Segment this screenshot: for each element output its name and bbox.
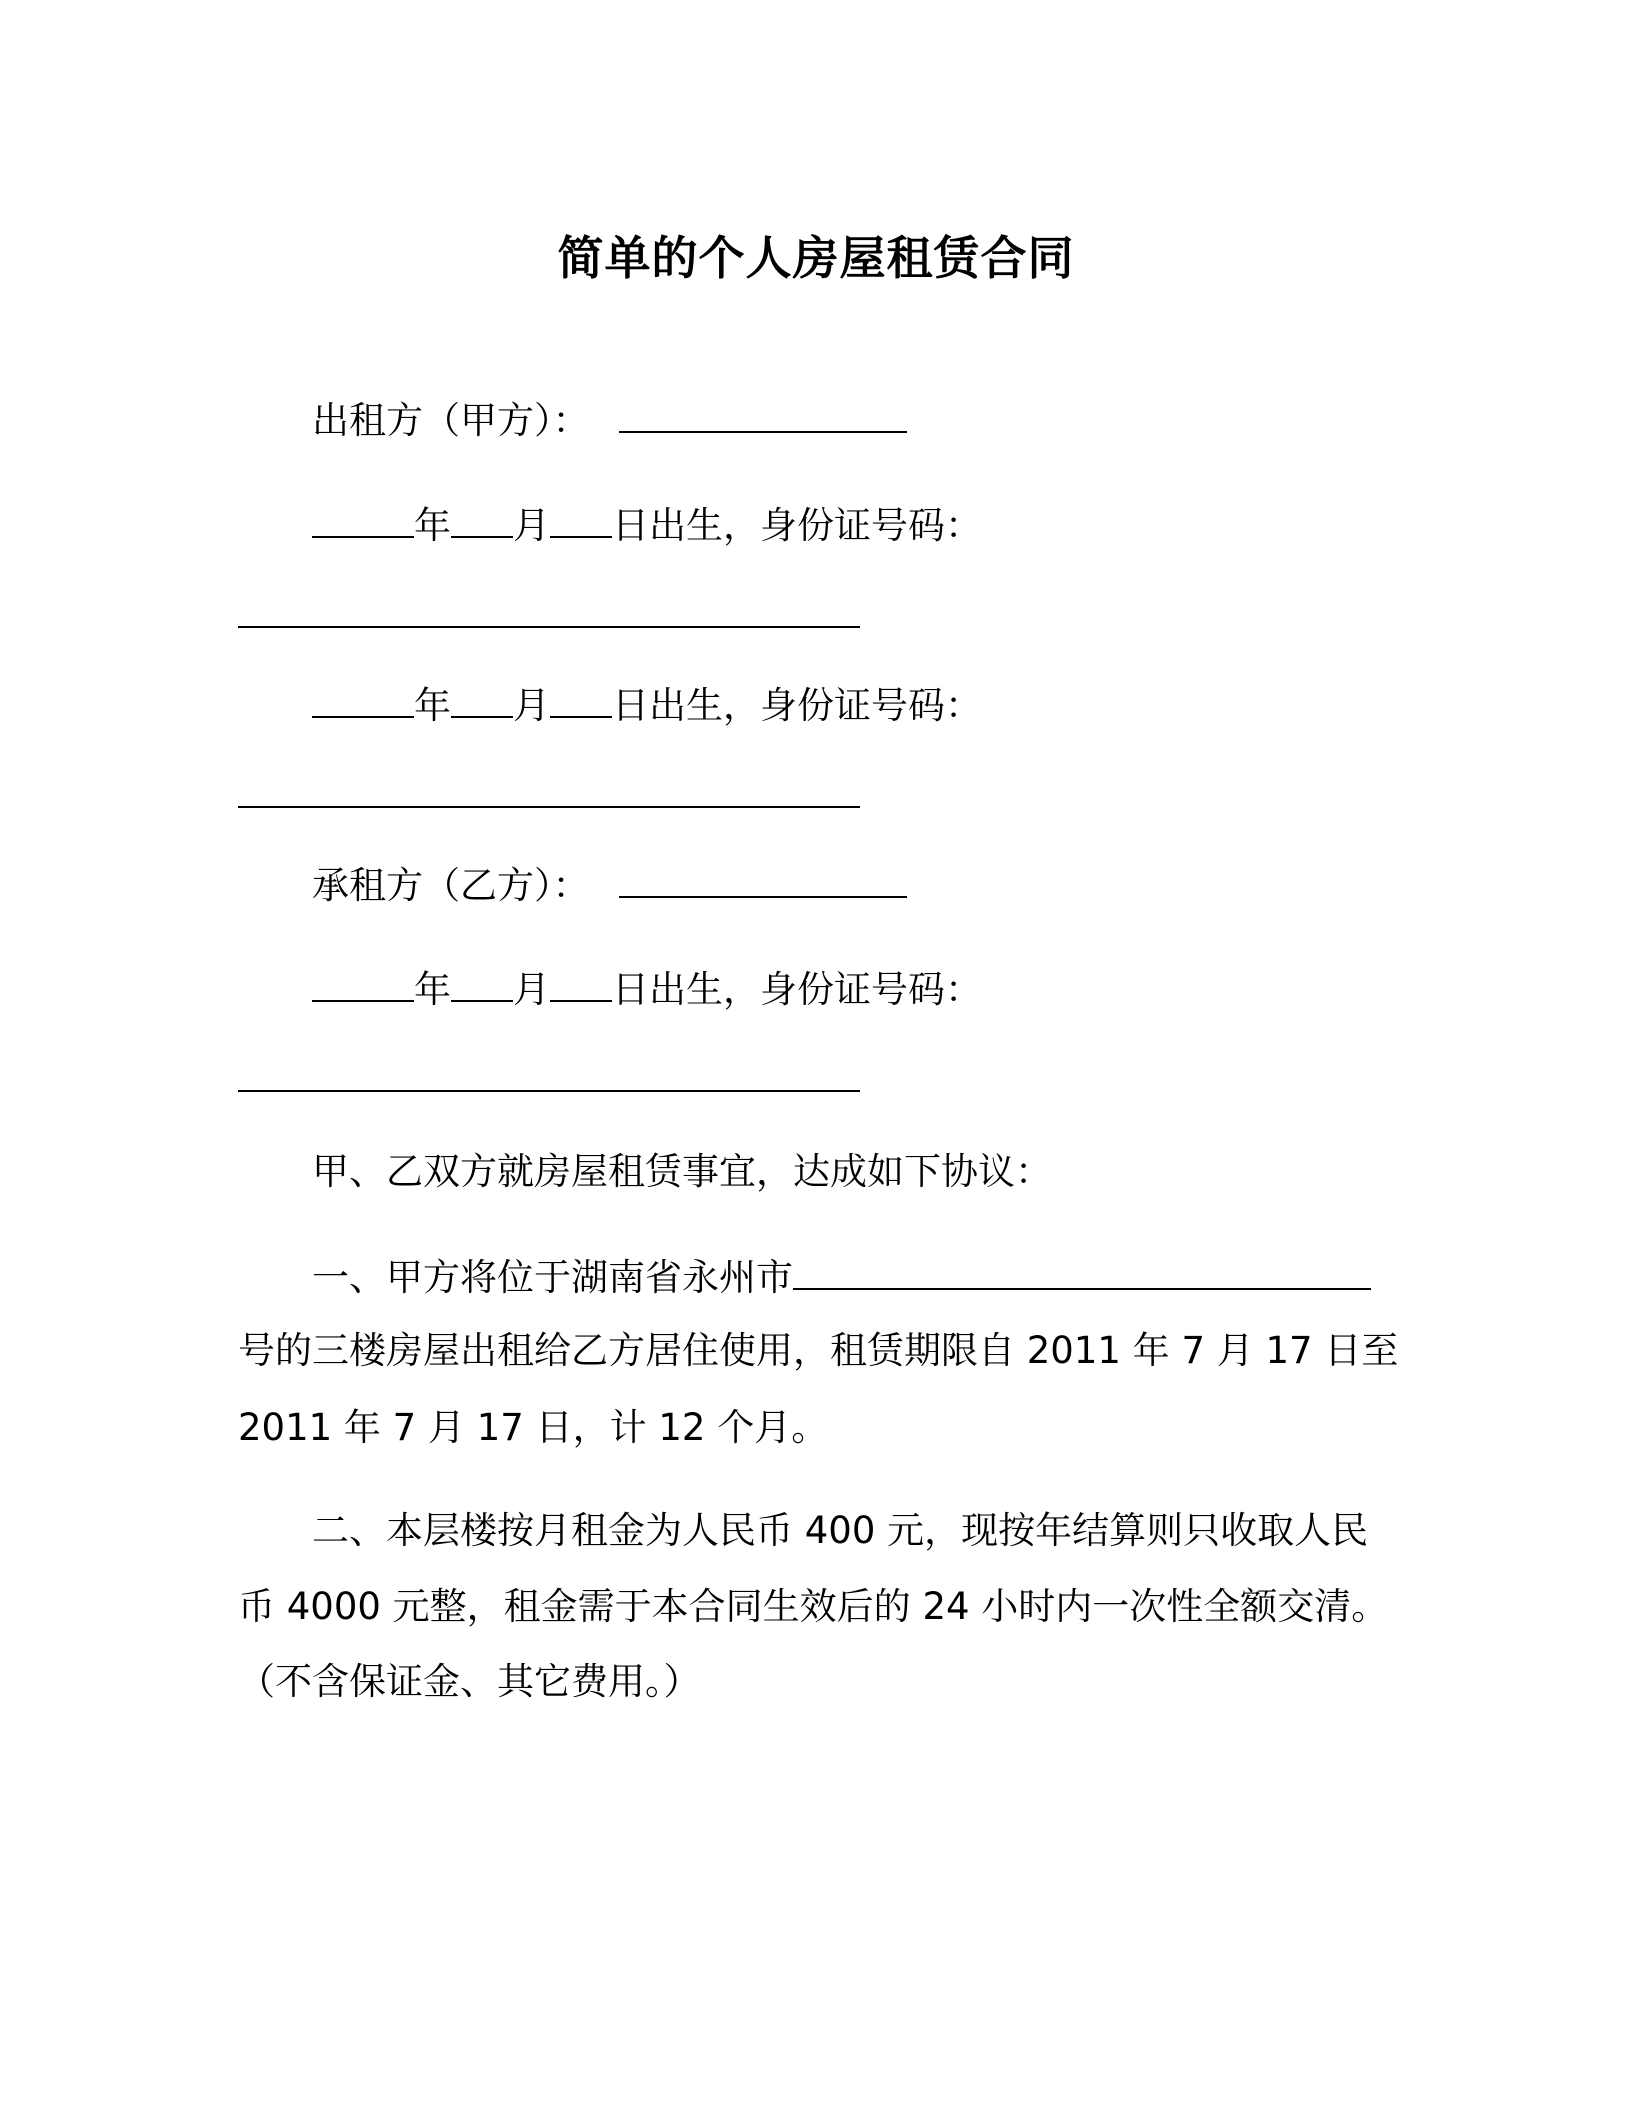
month-label: 月 xyxy=(513,684,550,727)
clause-2-line-1: 二、本层楼按月租金为人民币 400 元，现按年结算则只收取人民 xyxy=(312,1509,1369,1552)
lessee-label: 承租方（乙方）： xyxy=(312,864,590,907)
birth-id-line-3 xyxy=(312,966,982,1014)
id-number-field-2[interactable] xyxy=(238,806,860,808)
year-label: 年 xyxy=(414,684,451,727)
birth-year-field[interactable] xyxy=(312,686,414,718)
lessor-line xyxy=(312,397,907,445)
month-label: 月 xyxy=(513,504,550,547)
birth-id-label: 日出生，身份证号码： xyxy=(612,968,982,1011)
clause-2-line-3: （不含保证金、其它费用。） xyxy=(238,1660,701,1703)
id-number-field-3[interactable] xyxy=(238,1090,860,1092)
birth-year-field[interactable] xyxy=(312,970,414,1002)
lessor-label: 出租方（甲方）： xyxy=(312,399,590,442)
birth-month-field[interactable] xyxy=(451,686,513,718)
year-label: 年 xyxy=(414,968,451,1011)
clause-1-line-3: 2011 年 7 月 17 日，计 12 个月。 xyxy=(238,1406,829,1449)
agreement-intro: 甲、乙双方就房屋租赁事宜，达成如下协议： xyxy=(312,1150,1052,1193)
birth-id-label: 日出生，身份证号码： xyxy=(612,684,982,727)
clause-1-text: 一、甲方将位于湖南省永州市 xyxy=(312,1256,793,1299)
birth-month-field[interactable] xyxy=(451,506,513,538)
id-number-field-1[interactable] xyxy=(238,626,860,628)
month-label: 月 xyxy=(513,968,550,1011)
lessee-line xyxy=(312,862,907,910)
birth-day-field[interactable] xyxy=(550,686,612,718)
clause-2-line-2: 币 4000 元整，租金需于本合同生效后的 24 小时内一次性全额交清。 xyxy=(238,1585,1389,1628)
birth-id-line-1 xyxy=(312,502,982,550)
birth-day-field[interactable] xyxy=(550,506,612,538)
clause-1-line-2: 号的三楼房屋出租给乙方居住使用，租赁期限自 2011 年 7 月 17 日至 xyxy=(238,1329,1399,1372)
birth-year-field[interactable] xyxy=(312,506,414,538)
birth-day-field[interactable] xyxy=(550,970,612,1002)
birth-month-field[interactable] xyxy=(451,970,513,1002)
year-label: 年 xyxy=(414,504,451,547)
lessee-name-field[interactable] xyxy=(619,866,907,898)
document-title: 简单的个人房屋租赁合同 xyxy=(557,231,1075,285)
birth-id-line-2 xyxy=(312,682,982,730)
clause-1-line-1 xyxy=(312,1254,1371,1302)
birth-id-label: 日出生，身份证号码： xyxy=(612,504,982,547)
address-field[interactable] xyxy=(793,1258,1371,1290)
lessor-name-field[interactable] xyxy=(619,401,907,433)
